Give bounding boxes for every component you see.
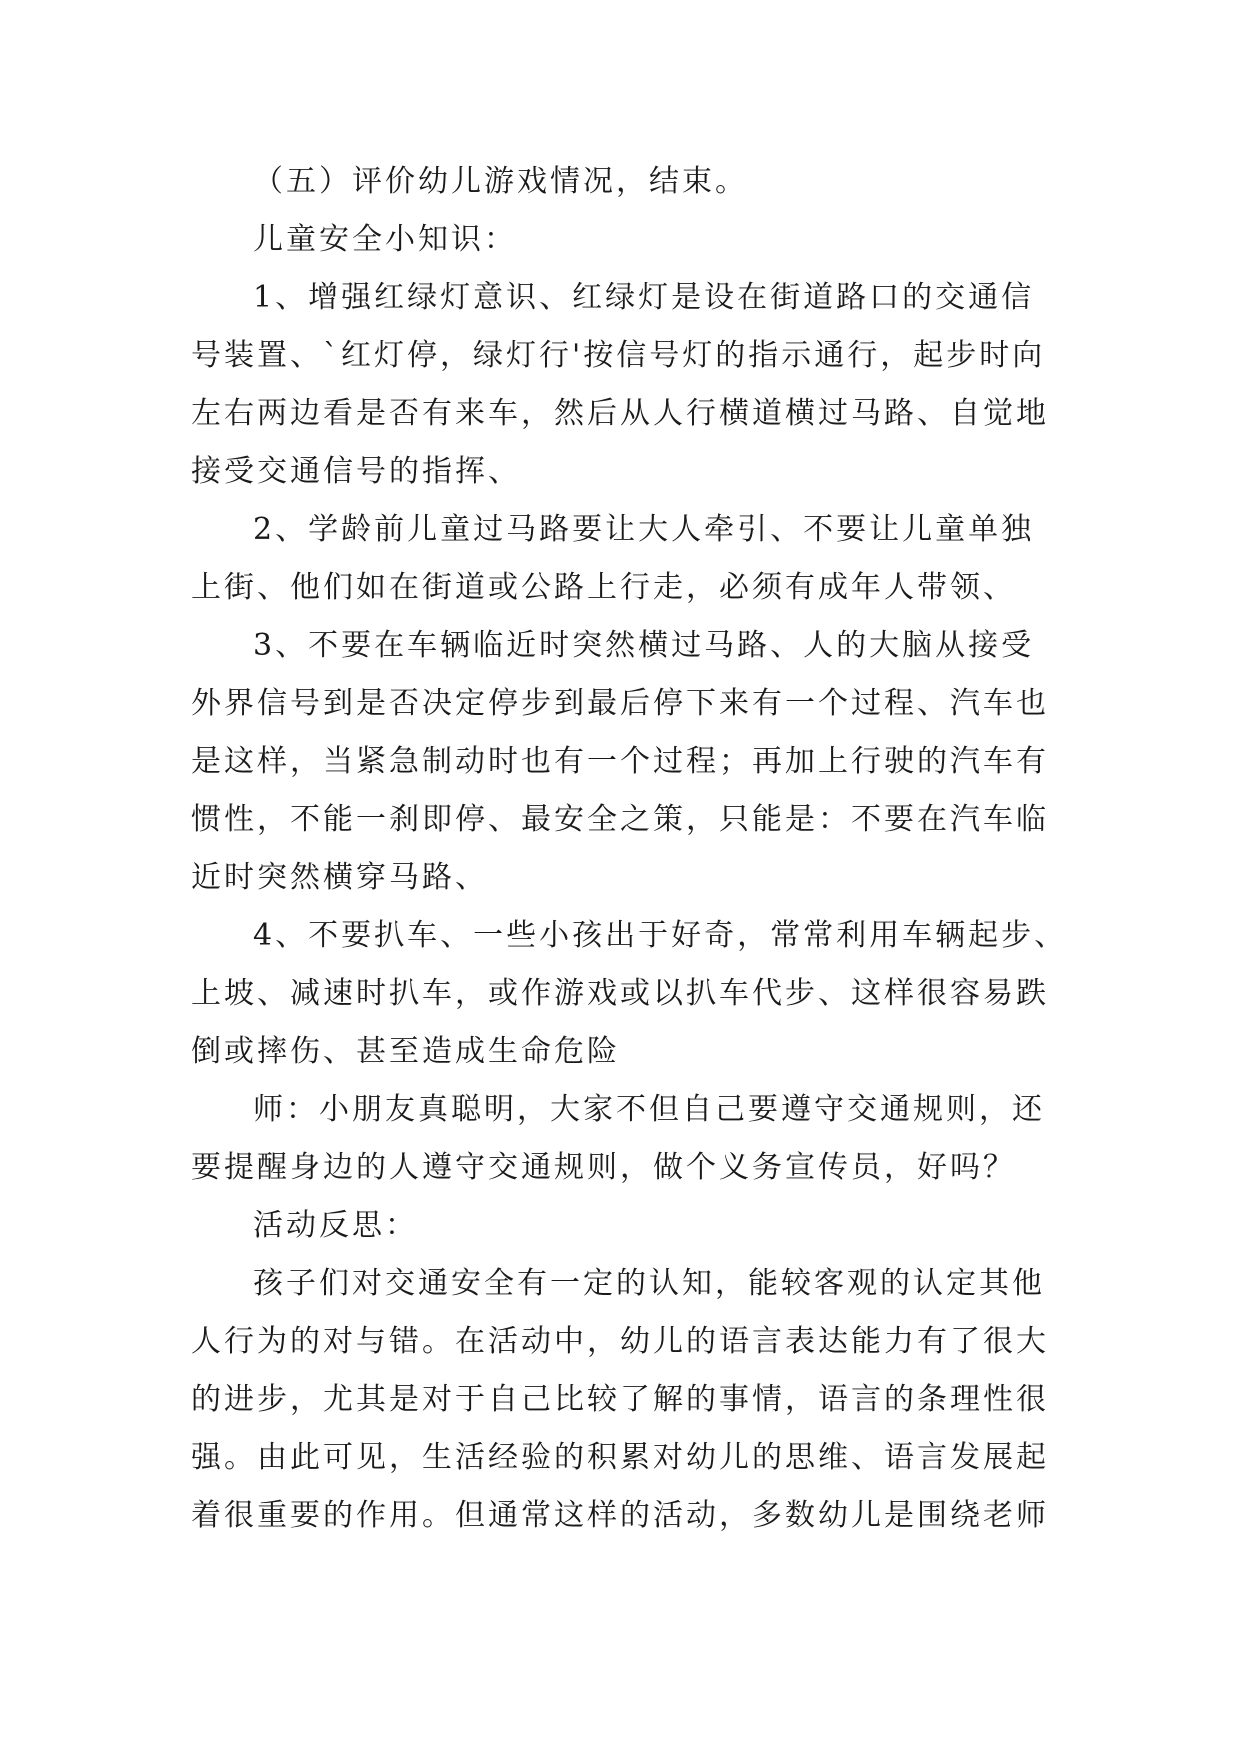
reflection-line-3: 的进步，尤其是对于自己比较了解的事情，语言的条理性很: [191, 1382, 1049, 1417]
tip-4-line-2: 上坡、减速时扒车，或作游戏或以扒车代步、这样很容易跌: [191, 976, 1049, 1011]
tip-2-line-2: 上街、他们如在街道或公路上行走，必须有成年人带领、: [191, 570, 1016, 605]
tip-4-line-3: 倒或摔伤、甚至造成生命危险: [191, 1034, 620, 1069]
tip-3-line-3: 是这样，当紧急制动时也有一个过程；再加上行驶的汽车有: [191, 744, 1049, 779]
tip-3-line-1: 3、不要在车辆临近时突然横过马路、人的大脑从接受: [253, 628, 1035, 663]
safety-tips-heading: 儿童安全小知识：: [253, 222, 517, 257]
reflection-line-4: 强。由此可见，生活经验的积累对幼儿的思维、语言发展起: [191, 1440, 1049, 1475]
tip-4-line-1: 4、不要扒车、一些小孩出于好奇，常常利用车辆起步、: [253, 918, 1068, 953]
tip-3-line-5: 近时突然横穿马路、: [191, 860, 488, 895]
teacher-quote-line-1: 师：小朋友真聪明，大家不但自己要遵守交通规则，还: [253, 1092, 1045, 1127]
tip-1-line-3: 左右两边看是否有来车，然后从人行横道横过马路、自觉地: [191, 396, 1049, 431]
tip-1-line-4: 接受交通信号的指挥、: [191, 454, 521, 489]
tip-2-line-1: 2、学龄前儿童过马路要让大人牵引、不要让儿童单独: [253, 512, 1035, 547]
reflection-line-1: 孩子们对交通安全有一定的认知，能较客观的认定其他: [253, 1266, 1045, 1301]
tip-1-line-1: 1、增强红绿灯意识、红绿灯是设在街道路口的交通信: [253, 280, 1035, 315]
section-heading: （五）评价幼儿游戏情况，结束。: [253, 164, 748, 199]
document-body: [191, 153, 1068, 1545]
tip-1-line-2: 号装置、`红灯停，绿灯行'按信号灯的指示通行，起步时向: [191, 338, 1046, 373]
reflection-line-5: 着很重要的作用。但通常这样的活动，多数幼儿是围绕老师: [191, 1498, 1049, 1533]
teacher-quote-line-2: 要提醒身边的人遵守交通规则，做个义务宣传员，好吗？: [191, 1150, 1016, 1185]
reflection-heading: 活动反思：: [253, 1208, 418, 1243]
tip-3-line-2: 外界信号到是否决定停步到最后停下来有一个过程、汽车也: [191, 686, 1049, 721]
tip-3-line-4: 惯性，不能一刹即停、最安全之策，只能是：不要在汽车临: [191, 802, 1049, 837]
reflection-line-2: 人行为的对与错。在活动中，幼儿的语言表达能力有了很大: [191, 1324, 1049, 1359]
